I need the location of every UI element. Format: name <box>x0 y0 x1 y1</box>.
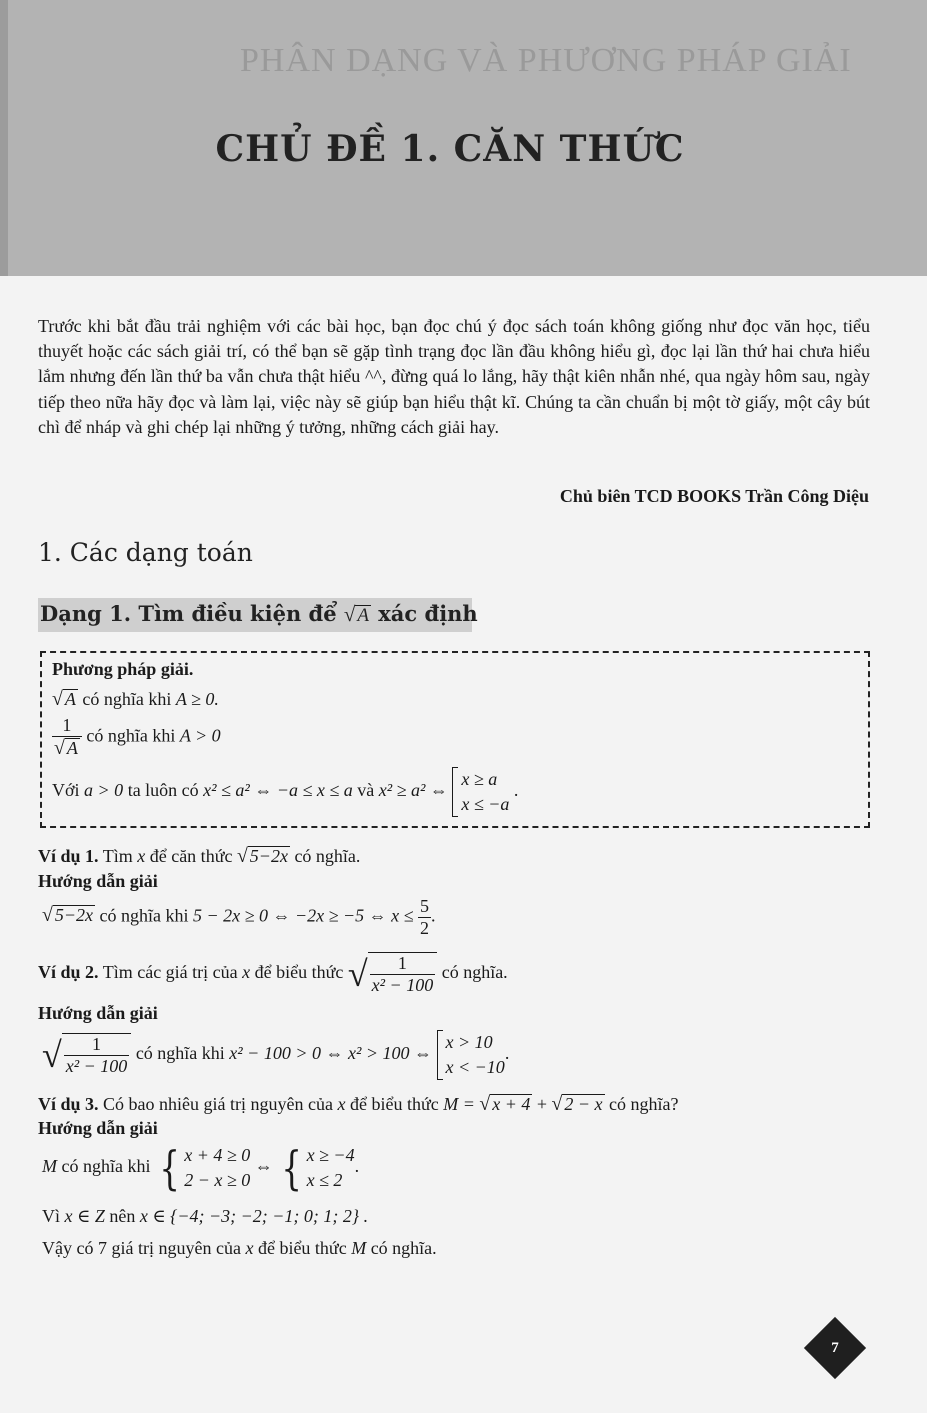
example-3-prompt: Ví dụ 3. Có bao nhiêu giá trị nguyên của x để biểu thức M = √ x + 4 + √ 2 − x có nghĩa? <box>38 1093 679 1115</box>
example-2-prompt: Ví dụ 2. Tìm các giá trị của x để biểu thức √ $\frac{1}{\text{x² − 100}}$ có nghĩa. <box>38 953 508 995</box>
method-line-3: Với a > 0 ta luôn có x² ≤ a² ⇔ −a ≤ x ≤ a và x² ≥ a² ⇔ x ≥ a x ≤ −a . <box>52 767 518 817</box>
page-number: 7 <box>831 1340 839 1356</box>
dang-1-heading <box>38 598 478 632</box>
dang-1-title-prefix: Dạng 1. Tìm điều kiện để <box>40 601 337 626</box>
header-band <box>0 0 927 276</box>
method-line-1: √ A có nghĩa khi A ≥ 0. <box>52 688 219 710</box>
header-ghost-text: PHÂN DẠNG VÀ PHƯƠNG PHÁP GIẢI <box>240 42 852 79</box>
example-3-solution: M có nghĩa khi { x + 4 ≥ 0 2 − x ≥ 0 ⇔ { x ≥ −4 x ≤ 2 . <box>42 1141 360 1195</box>
example-2-solution: √ $\frac{1}{\text{x² − 100}}$ có nghĩa khi x² − 100 > 0 ⇔ x² > 100 ⇔ x > 10 x < −10 . <box>42 1030 509 1080</box>
example-1-solution: √ 5−2x có nghĩa khi 5 − 2x ≥ 0 ⇔ −2x ≥ −5 ⇔ x ≤ $\frac{5}{2}$ . <box>42 896 436 938</box>
method-heading: Phương pháp giải. <box>52 659 194 679</box>
method-line-2: $\frac{1}{√ A}$ có nghĩa khi A > 0 <box>54 715 221 759</box>
chapter-title: CHỦ ĐỀ 1. CĂN THỨC <box>215 128 685 170</box>
author-credit: Chủ biên TCD BOOKS Trần Công Diệu <box>559 486 869 506</box>
example-3-set: Vì x ∈ Z nên x ∈ {−4; −3; −2; −1; 0; 1; 2} . <box>42 1206 369 1226</box>
example-3-conclusion: Vậy có 7 giá trị nguyên của x để biểu thức M có nghĩa. <box>42 1238 437 1258</box>
sqrt-a-symbol: √ A <box>343 602 369 626</box>
example-1-guide: Hướng dẫn giải <box>38 871 158 891</box>
intro-paragraph: Trước khi bắt đầu trải nghiệm với các bài học, bạn đọc chú ý đọc sách toán không giống như đọc văn học, tiểu thuyết hoặc các sách giải trí, có thể bạn sẽ gặp tình trạng đọc lần đầu không hiểu gì, đọc lại lần thứ hai chưa hiểu lắm nhưng đến lần thứ ba vẫn chưa thật hiểu ^^, đừng quá lo lắng, hãy thật kiên nhẫn nhé, qua ngày hôm sau, ngày tiếp theo nữa hãy đọc và làm lại, việc này sẽ giúp bạn hiểu thật kĩ. Chúng ta cần chuẩn bị một tờ giấy, một cây bút chì để nháp và ghi chép lại những ý tưởng, những cách giải hay. <box>38 316 870 437</box>
example-1-prompt: Ví dụ 1. Tìm x để căn thức √ 5−2x có nghĩa. <box>38 845 361 867</box>
dang-1-title-suffix: xác định <box>378 601 478 626</box>
example-2-guide: Hướng dẫn giải <box>38 1003 158 1023</box>
example-3-guide: Hướng dẫn giải <box>38 1118 158 1138</box>
section-title: 1. Các dạng toán <box>38 538 253 567</box>
method-box <box>40 651 870 828</box>
